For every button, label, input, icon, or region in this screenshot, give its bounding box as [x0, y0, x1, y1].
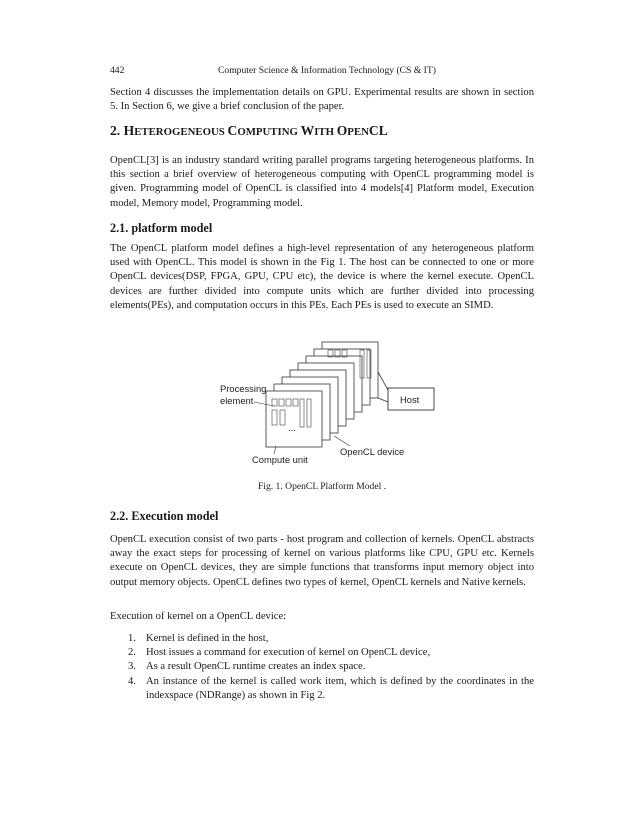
device-pointer — [334, 436, 350, 446]
section-2-1-paragraph: The OpenCL platform model defines a high-level representation of any heterogeneous platform used with OpenCL. This model is shown in the Fig 1. The host can be connected to one or more OpenCL devices(DSP, FPGA, GPU, CPU etc), the device is where the kernel execute. OpenCL devices are further divided into compute units which are further divided into processing elements(PEs), and computation occurs in this PEs. Each PEs is used to execute an SIMD. — [110, 243, 534, 311]
host-connector — [378, 398, 388, 402]
host-label: Host — [400, 394, 420, 405]
page-number: 442 — [110, 65, 125, 76]
section-2-number: 2. — [110, 123, 121, 138]
host-connector — [378, 372, 388, 390]
device-label: OpenCL device — [340, 446, 405, 457]
compute-unit-label: Compute unit — [252, 454, 308, 465]
section-2-1-heading: 2.1. platform model — [110, 221, 213, 235]
execution-steps-list — [128, 632, 534, 703]
section-2-paragraph: OpenCL[3] is an industry standard writing parallel programs targeting heterogeneous platforms. In this section a brief overview of heterogeneous computing with OpenCL programming model is given. Programming model of OpenCL is classified into 4 models[4] Platform model, Execution model, Memory model, Programming model. — [110, 155, 534, 209]
journal-title: Computer Science & Information Technology (CS & IT) — [218, 65, 436, 76]
list-intro: Execution of kernel on a OpenCL device: — [110, 611, 287, 622]
section-2-2-paragraph: OpenCL execution consist of two parts - host program and collection of kernels. OpenCL abstracts away the exact steps for processing of kernel on various platforms like CPU, GPU etc. Kernels execute on OpenCL devices, they are simple functions that transforms input memory object into output memory objects. OpenCL defines two types of kernel, OpenCL kernels and Native kernels. — [110, 534, 534, 588]
device-stack — [266, 342, 378, 447]
intro-paragraph: Section 4 discusses the implementation details on GPU. Experimental results are shown in section 5. In Section 6, we give a brief conclusion of the paper. — [110, 87, 534, 113]
list-item: 2. Host issues a command for execution of kernel on OpenCL device, — [128, 647, 431, 659]
section-2-2-heading: 2.2. Execution model — [110, 509, 219, 523]
figure-1-caption: Fig. 1. OpenCL Platform Model . — [257, 481, 387, 492]
list-item: 4. An instance of the kernel is called work item, which is defined by the coordinates in the indexspace (NDRange) as shown in Fig 2. — [128, 675, 534, 701]
list-item: 3. As a result OpenCL runtime creates an index space. — [128, 661, 366, 673]
section-2-title: HETEROGENEOUS COMPUTING WITH OPENCL — [123, 123, 388, 138]
section-2-heading — [110, 124, 534, 139]
list-item: 1. Kernel is defined in the host, — [128, 633, 269, 644]
figure-ellipsis: ... — [288, 422, 296, 433]
element-label: element — [220, 395, 254, 406]
processing-label: Processing — [220, 383, 267, 394]
opencl-platform-figure — [200, 332, 440, 472]
